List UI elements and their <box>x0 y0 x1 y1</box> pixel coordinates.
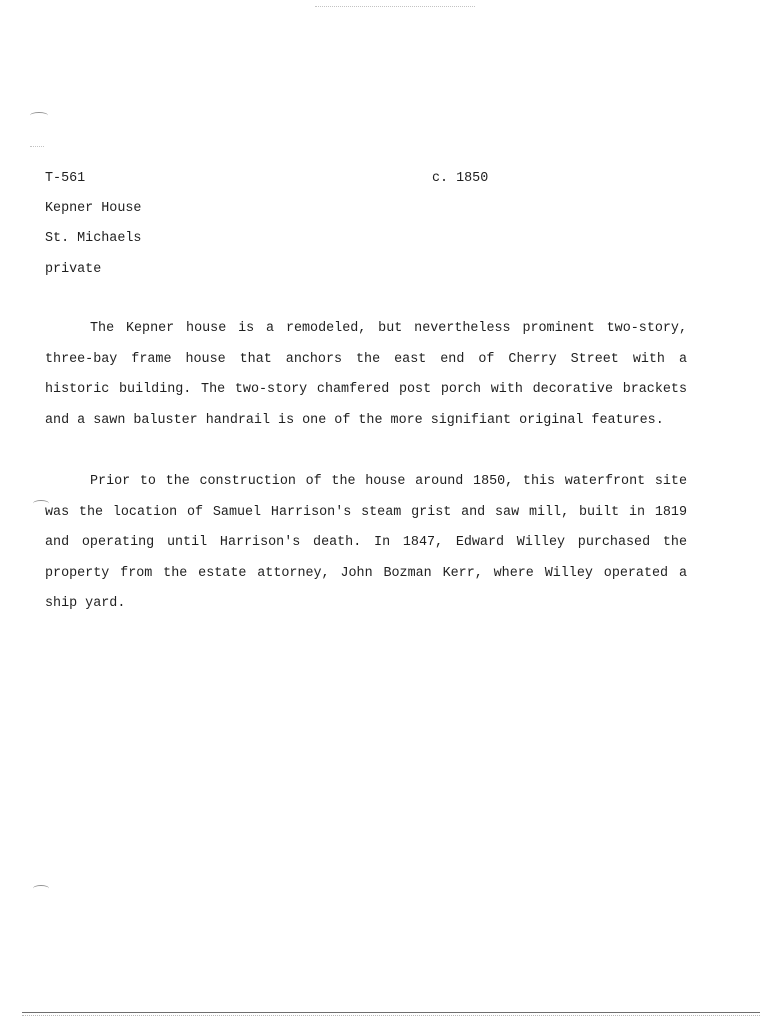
record-date: c. 1850 <box>432 171 489 186</box>
description-paragraph-2: Prior to the construction of the house around 1850, this waterfront site was the location of Samuel Harrison's steam grist and saw mill, built in 1819 and operating until Harrison's death. In 1847, Edward Willey purchased the property from the estate attorney, John Bozman Kerr, where Willey operated a ship yard. <box>45 474 687 611</box>
page-bottom-edge <box>22 1012 760 1013</box>
margin-scan-artifact <box>30 146 44 147</box>
description-paragraph-1: The Kepner house is a remodeled, but nevertheless prominent two-story, three-bay frame house that anchors the east end of Cherry Street with a historic building. The two-story chamfered post porch with decorative brackets and a sawn baluster handrail is one of the more signifiant original features. <box>45 321 687 428</box>
property-name: Kepner House <box>45 201 142 216</box>
property-location: St. Michaels <box>45 231 142 246</box>
record-id: T-561 <box>45 171 86 186</box>
margin-scan-mark <box>33 885 49 892</box>
margin-scan-mark <box>30 112 48 119</box>
page-bottom-edge-shadow <box>22 1015 760 1016</box>
top-scan-artifact <box>315 6 475 7</box>
property-ownership: private <box>45 262 102 277</box>
